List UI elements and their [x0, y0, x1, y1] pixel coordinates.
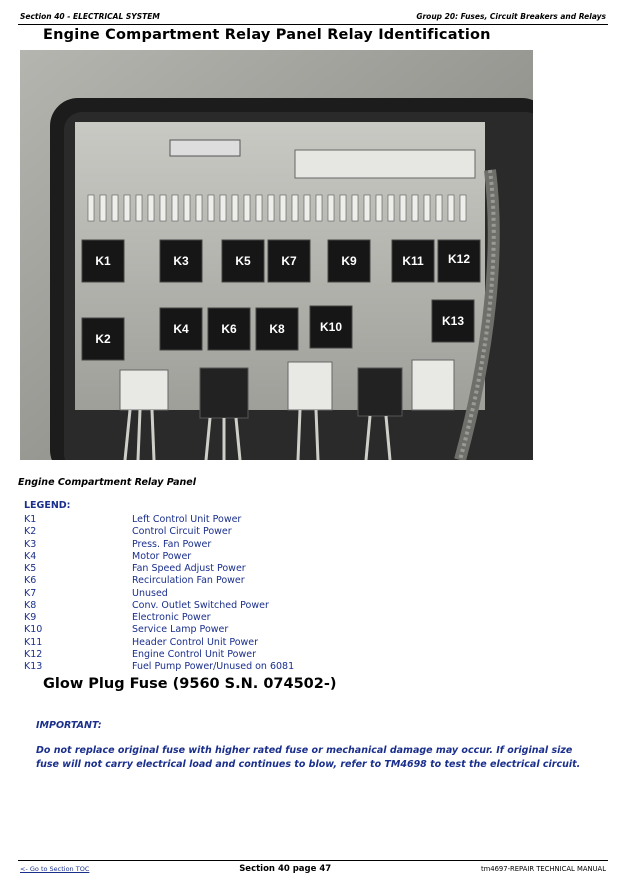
legend-desc: Electronic Power — [132, 612, 211, 623]
legend-item — [24, 575, 344, 587]
relay-label-k6: K6 — [221, 322, 237, 336]
section-subtitle: Glow Plug Fuse (9560 S.N. 074502-) — [43, 676, 337, 692]
legend-code: K11 — [24, 636, 43, 648]
legend-item — [24, 539, 344, 551]
relay-label-k8: K8 — [269, 322, 285, 336]
legend-desc: Fuel Pump Power/Unused on 6081 — [132, 661, 295, 672]
legend-desc: Unused — [132, 587, 168, 599]
legend-code: K7 — [24, 587, 37, 599]
legend-item — [24, 563, 344, 575]
legend-desc: Motor Power — [132, 550, 192, 562]
legend-code: K8 — [24, 599, 37, 611]
legend-desc: Fan Speed Adjust Power — [132, 563, 246, 574]
legend-code: K6 — [24, 575, 37, 587]
legend-desc: Conv. Outlet Switched Power — [132, 599, 269, 611]
legend-code: K9 — [24, 612, 37, 623]
legend-item — [24, 514, 344, 526]
legend-item — [24, 649, 344, 661]
relay-label-k7: K7 — [281, 254, 297, 268]
legend-desc: Press. Fan Power — [132, 538, 212, 550]
page-header — [20, 12, 606, 24]
legend-list — [24, 514, 344, 673]
legend-item — [24, 526, 344, 538]
figure-caption: Engine Compartment Relay Panel — [18, 477, 196, 488]
legend-title: LEGEND: — [24, 500, 71, 511]
relay-label-k4: K4 — [173, 322, 189, 336]
page-title: Engine Compartment Relay Panel Relay Identification — [43, 27, 491, 43]
relay-label-k3: K3 — [173, 254, 189, 268]
legend-code: K4 — [24, 550, 37, 562]
legend-desc: Recirculation Fan Power — [132, 575, 245, 587]
relay-label-k5: K5 — [235, 254, 251, 268]
important-label: IMPORTANT: — [36, 720, 102, 731]
legend-item — [24, 551, 344, 563]
legend-desc: Left Control Unit Power — [132, 514, 242, 525]
legend-code: K3 — [24, 538, 37, 550]
legend-code: K12 — [24, 648, 43, 660]
toc-link[interactable]: <- Go to Section TOC — [20, 865, 90, 873]
relay-label-k9: K9 — [341, 254, 357, 268]
legend-item — [24, 624, 344, 636]
footer-divider — [18, 860, 608, 861]
legend-item — [24, 637, 344, 649]
page-number: Section 40 page 47 — [239, 864, 332, 874]
relay-label-k2: K2 — [95, 332, 111, 346]
legend-item — [24, 600, 344, 612]
legend-item — [24, 661, 344, 673]
relay-label-k1: K1 — [95, 254, 111, 268]
relay-panel-photo — [20, 50, 533, 460]
relay-label-k10: K10 — [319, 320, 343, 334]
legend-desc: Control Circuit Power — [132, 526, 232, 538]
legend-item — [24, 612, 344, 624]
relay-label-k13: K13 — [441, 314, 465, 328]
legend-desc: Engine Control Unit Power — [132, 648, 257, 660]
legend-code: K13 — [24, 661, 43, 672]
important-text: Do not replace original fuse with higher rated fuse or mechanical damage may occur. If original size fuse will not carry electrical load and continues to blow, refer to TM4698 to test the electrical circuit. — [36, 745, 581, 770]
relay-panel-illustration — [20, 50, 533, 460]
legend-code: K1 — [24, 514, 37, 525]
relay-label-k12: K12 — [447, 252, 471, 266]
legend-desc: Service Lamp Power — [132, 624, 229, 636]
relay-label-k11: K11 — [402, 254, 424, 268]
legend-item — [24, 588, 344, 600]
header-group: Group 20: Fuses, Circuit Breakers and Relays — [416, 12, 606, 21]
page-footer — [20, 864, 606, 874]
legend-code: K2 — [24, 526, 37, 538]
manual-name: tm4697-REPAIR TECHNICAL MANUAL — [481, 865, 606, 873]
legend-desc: Header Control Unit Power — [132, 636, 259, 648]
header-section: Section 40 - ELECTRICAL SYSTEM — [20, 12, 160, 21]
header-divider — [18, 24, 608, 25]
legend-code: K10 — [24, 624, 43, 636]
legend-code: K5 — [24, 563, 37, 574]
